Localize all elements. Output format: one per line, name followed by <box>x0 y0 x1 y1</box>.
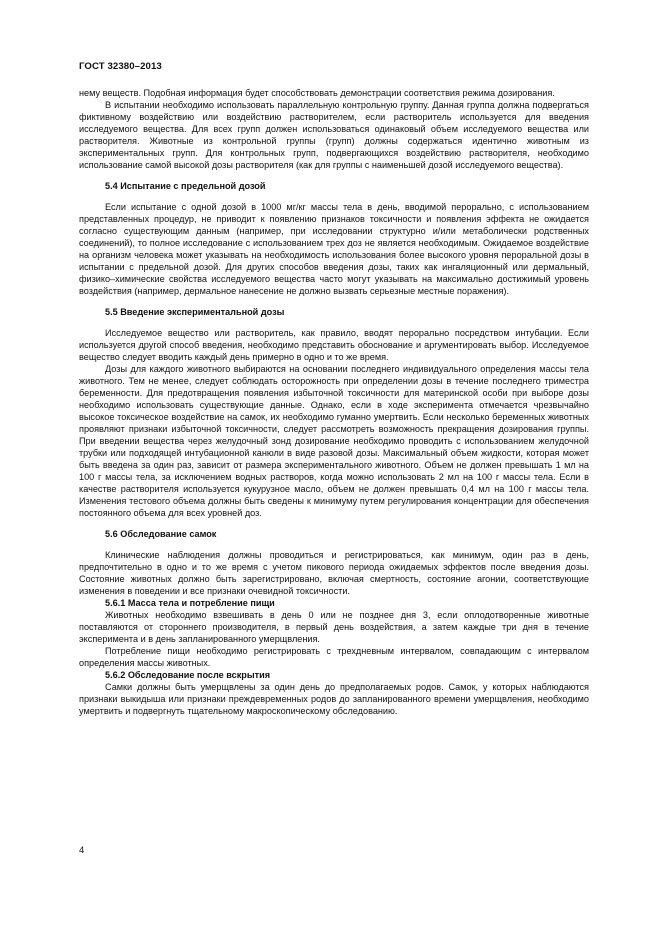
paragraph: нему веществ. Подобная информация будет способствовать демонстрации соответствия режима дозирования. <box>79 88 555 98</box>
section-heading-5-6: 5.6 Обследование самок <box>105 529 217 539</box>
paragraph: Клинические наблюдения должны проводиться и регистрироваться, как минимум, один раз в день, предпочтительно в одно и то же время с учетом пикового периода ожидаемых эффектов после введения дозы. Состояние животных должно быть зарегистрировано, включая смертность, состояние агонии, соответствующие изменения в поведении и все признаки очевидной токсичности. <box>79 550 589 596</box>
subsection-heading-5-6-2: 5.6.2 Обследование после вскрытия <box>105 670 271 680</box>
paragraph: Исследуемое вещество или растворитель, как правило, вводят перорально посредством интубации. Если используется другой способ введения, необходимо представить обоснование и аргументировать выбор. Исследуемое вещество следует вводить каждый день примерно в одно и то же время. <box>79 328 589 362</box>
paragraph: Потребление пищи необходимо регистрировать с трехдневным интервалом, совпадающим с интервалом определения массы животных. <box>79 646 589 668</box>
section-heading-5-5: 5.5 Введение экспериментальной дозы <box>105 307 285 317</box>
section-heading-5-4: 5.4 Испытание с предельной дозой <box>105 181 266 191</box>
paragraph: В испытании необходимо использовать параллельную контрольную группу. Данная группа должна подвергаться фиктивному воздействию или воздействию растворителем, если растворитель используется для введения исследуемого вещества. Для всех групп должен использоваться одинаковый объем исследуемого вещества или растворителя. Животные из контрольной группы (групп) должны содержаться идентично животным из экспериментальных групп. Для контрольных групп, подвергающихся воздействию растворителя, необходимо использование самой высокой дозы растворителя (как для группы с наименьшей дозой исследуемого вещества). <box>79 100 589 170</box>
paragraph: Самки должны быть умерщвлены за один день до предполагаемых родов. Самок, у которых наблюдаются признаки выкидыша или признаки преждевременных родов до запланированного времени умерщвления, необходимо умертвить и подвергнуть тщательному макроскопическому обследованию. <box>79 682 589 716</box>
paragraph: Если испытание с одной дозой в 1000 мг/кг массы тела в день, вводимой перорально, с использованием представленных процедур, не приводит к появлению признаков токсичности и появления эффекта не ожидается согласно существующим данным (например, при исследовании структурно и/или метаболически родственных соединений), то полное исследование с использованием трех доз не является необходимым. Ожидаемое воздействие на организм человека может указывать на необходимость использования более высокого уровня пероральной дозы в испытании с предельной дозой. Для других способов введения дозы, таких как ингаляционный или дермальный, физико–химические свойства исследуемого вещества часто могут указывать на максимально достижимый уровень воздействия (например, дермальное нанесение не должно вызвать серьезные местные поражения). <box>79 202 589 296</box>
document-body <box>79 87 589 717</box>
paragraph: Дозы для каждого животного выбираются на основании последнего индивидуального определения массы тела животного. Тем не менее, следует соблюдать осторожность при определении дозы в течение последнего триместра беременности. Для предотвращения появления избыточной токсичности для материнской особи при выборе дозы необходимо использовать существующие данные. Однако, если в ходе эксперимента отмечается чрезвычайно высокое токсическое воздействие на самок, их необходимо гуманно умертвить. Если несколько беременных животных проявляют признаки избыточной токсичности, следует рассмотреть возможность прекращения дозирования группы. При введении вещества через желудочный зонд дозирование необходимо проводить с использованием желудочной трубки или подходящей интубационной канюли в виде разовой дозы. Максимальный объем жидкости, которая может быть введена за один раз, зависит от размера экспериментального животного. Объем не должен превышать 1 мл на 100 г массы тела, за исключением водных растворов, когда можно использовать 2 мл на 100 г массы тела. Если в качестве растворителя используется кукурузное масло, объем не должен превышать 0,4 мл на 100 г массы тела. Изменения тестового объема должны быть сведены к минимуму путем регулирования концентрации для обеспечения постоянного объема для всех уровней доз. <box>79 364 589 518</box>
page-number: 4 <box>79 845 85 856</box>
paragraph: Животных необходимо взвешивать в день 0 или не позднее дня 3, если оплодотворенные животные поставляются от стороннего производителя, в первый день воздействия, а затем каждые три дня в течение эксперимента и в день запланированного умерщвления. <box>79 610 589 644</box>
standard-header: ГОСТ 32380–2013 <box>79 61 162 72</box>
subsection-heading-5-6-1: 5.6.1 Масса тела и потребление пищи <box>105 598 275 608</box>
